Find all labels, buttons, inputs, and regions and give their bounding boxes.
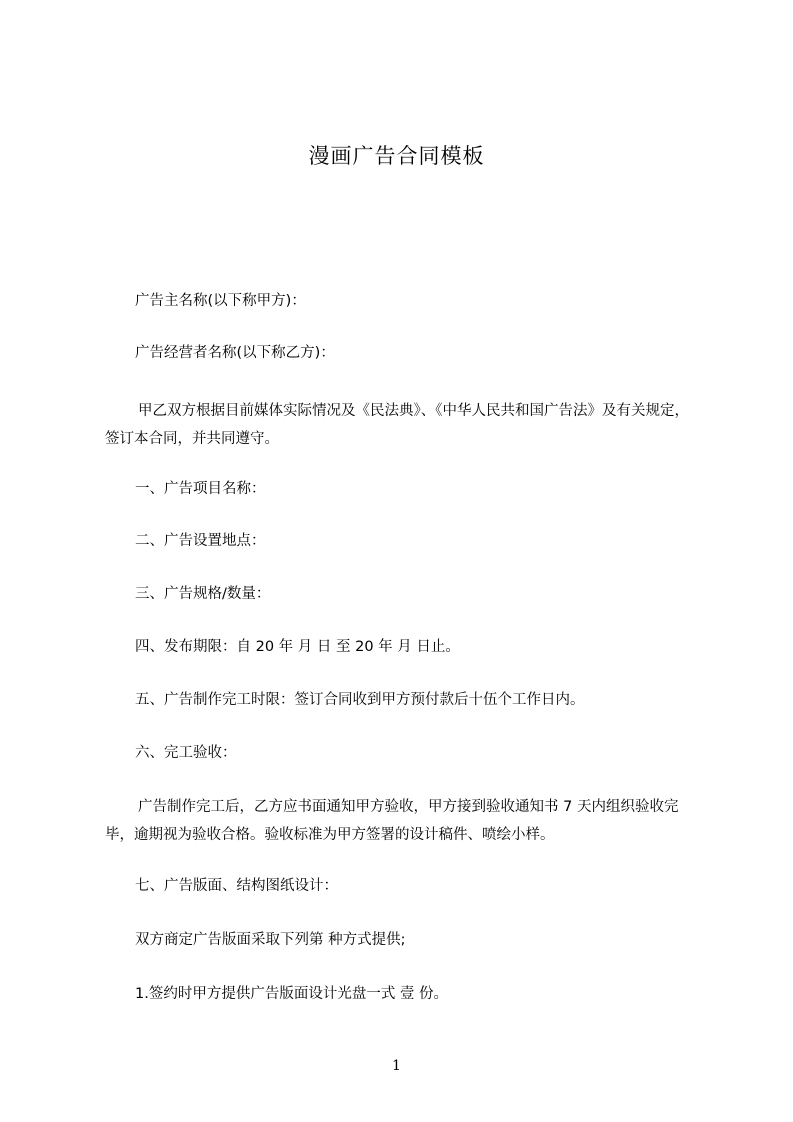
document-title: 漫画广告合同模板: [308, 144, 485, 168]
party-a-label: 广告主名称(以下称甲方)：: [135, 293, 306, 309]
clause-5: 五、广告制作完工时限：签订合同收到甲方预付款后十伍个工作日内。: [135, 692, 585, 708]
clause-4: 四、发布期限：自 20 年 月 日 至 20 年 月 日止。: [135, 639, 460, 655]
preamble-paragraph: 甲乙双方根据目前媒体实际情况及《民法典》、《中华人民共和国广告法》及有关规定，签订本合同，并共同遵守。: [105, 403, 689, 447]
clause-7-item-1: 1.签约时甲方提供广告版面设计光盘一式 壹 份。: [135, 986, 449, 1002]
clause-7-intro: 双方商定广告版面采取下列第 种方式提供;: [135, 932, 406, 948]
clause-7: 七、广告版面、结构图纸设计：: [135, 878, 338, 894]
page-number: 1: [392, 1058, 401, 1074]
clause-3: 三、广告规格/数量：: [135, 586, 271, 602]
party-b-label: 广告经营者名称(以下称乙方)：: [135, 345, 335, 361]
clause-1: 一、广告项目名称：: [135, 481, 266, 497]
clause-6-body: 广告制作完工后，乙方应书面通知甲方验收，甲方接到验收通知书 7 天内组织验收完毕，逾期视为验收合格。验收标准为甲方签署的设计稿件、喷绘小样。: [105, 799, 679, 843]
clause-6: 六、完工验收：: [135, 745, 237, 761]
clause-2: 二、广告设置地点：: [135, 533, 266, 549]
